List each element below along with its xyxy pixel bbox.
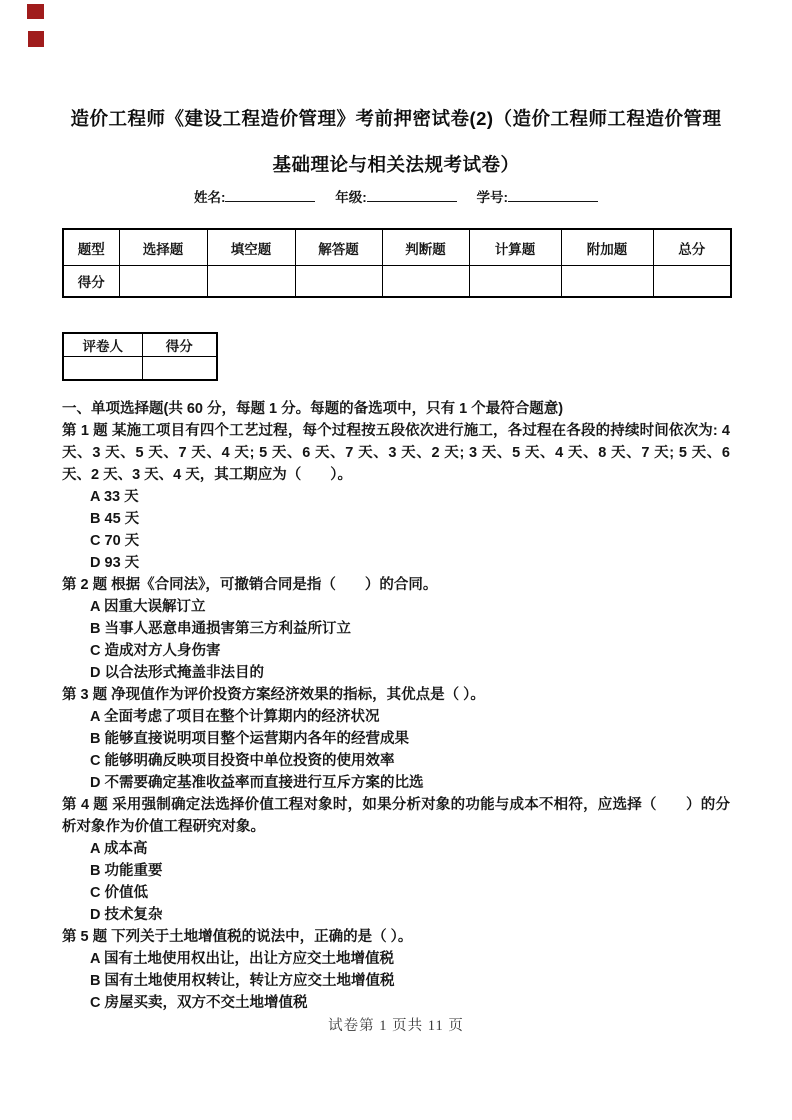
question-4-stem: 第 4 题 采用强制确定法选择价值工程对象时，如果分析对象的功能与成本不相符，应选择（ ）的分析对象作为价值工程研究对象。 — [62, 797, 730, 835]
question-2-option-d: D 以合法形式掩盖非法目的 — [90, 665, 264, 681]
question-5-stem: 第 5 题 下列关于土地增值税的说法中，正确的是（ ）。 — [62, 929, 413, 945]
question-2-option-a: A 因重大误解订立 — [90, 599, 206, 615]
score-table-header-row — [63, 229, 731, 266]
score-row-label: 得分 — [63, 266, 119, 298]
score-cell — [653, 266, 731, 298]
grader-table — [62, 332, 218, 381]
score-cell — [469, 266, 561, 298]
question-2-stem: 第 2 题 根据《合同法》，可撤销合同是指（ ）的合同。 — [62, 577, 438, 593]
student-id-field-group — [477, 188, 599, 208]
student-id-blank — [508, 188, 598, 202]
question-5-option-a: A 国有土地使用权出让，出让方应交土地增值税 — [90, 951, 394, 967]
question-3-option-c: C 能够明确反映项目投资中单位投资的使用效率 — [90, 753, 395, 769]
page-title — [62, 96, 730, 188]
score-table — [62, 228, 732, 298]
score-table-header-type: 题型 — [63, 229, 119, 266]
question-4-option-d: D 技术复杂 — [90, 907, 163, 923]
score-table-header-judge: 判断题 — [382, 229, 469, 266]
page-title-line-1: 造价工程师《建设工程造价管理》考前押密试卷(2)（造价工程师工程造价管理 — [70, 108, 722, 129]
grader-header-grader: 评卷人 — [63, 333, 142, 357]
score-cell — [561, 266, 653, 298]
question-4-option-b: B 功能重要 — [90, 863, 163, 879]
question-5-option-b: B 国有土地使用权转让，转让方应交土地增值税 — [90, 973, 395, 989]
grade-label: 年级: — [335, 190, 367, 205]
name-label: 姓名: — [193, 190, 226, 205]
score-table-header-choice: 选择题 — [119, 229, 207, 266]
question-3-option-b: B 能够直接说明项目整个运营期内各年的经营成果 — [90, 731, 409, 747]
red-stamp-mark-bottom — [28, 31, 44, 47]
score-table-header-fill: 填空题 — [207, 229, 295, 266]
name-blank — [225, 188, 315, 202]
section-heading: 一、单项选择题(共 60 分，每题 1 分。每题的备选项中，只有 1 个最符合题意) — [62, 401, 564, 417]
score-table-header-answer: 解答题 — [295, 229, 382, 266]
page-title-line-2: 基础理论与相关法规考试卷） — [272, 154, 520, 175]
score-table-header-total: 总分 — [653, 229, 731, 266]
grader-table-header-row — [63, 333, 217, 357]
grade-field-group — [335, 188, 457, 208]
question-1-option-b: B 45 天 — [90, 511, 140, 527]
score-cell — [295, 266, 382, 298]
question-3-option-d: D 不需要确定基准收益率而直接进行互斥方案的比选 — [90, 775, 424, 791]
score-cell — [207, 266, 295, 298]
student-info-line — [62, 188, 730, 208]
question-4-option-a: A 成本高 — [90, 841, 148, 857]
student-id-label: 学号: — [476, 190, 509, 205]
score-cell — [119, 266, 207, 298]
question-2-option-c: C 造成对方人身伤害 — [90, 643, 221, 659]
score-table-header-calc: 计算题 — [469, 229, 561, 266]
grader-cell — [63, 357, 142, 381]
question-1-option-d: D 93 天 — [90, 555, 140, 571]
question-4-option-c: C 价值低 — [90, 885, 148, 901]
question-5-option-c: C 房屋买卖，双方不交土地增值税 — [90, 995, 308, 1011]
grade-blank — [367, 188, 457, 202]
question-3-stem: 第 3 题 净现值作为评价投资方案经济效果的指标，其优点是（ ）。 — [62, 687, 485, 703]
question-2-option-b: B 当事人恶意串通损害第三方利益所订立 — [90, 621, 351, 637]
name-field-group — [194, 188, 316, 208]
question-1-stem: 第 1 题 某施工项目有四个工艺过程，每个过程按五段依次进行施工，各过程在各段的持续时间依次为: 4 天、3 天、5 天、7 天、4 天; 5 天、6 天、7 天、3 天、2 天; 3 天、5 天、4 天、8 天、7 天; 5 天、6 天、2 天、3 天、4 天，其工期应为（ ）。 — [62, 423, 730, 483]
page-footer: 试卷第 1 页共 11 页 — [328, 1018, 464, 1034]
grader-table-empty-row — [63, 357, 217, 381]
grader-cell — [142, 357, 217, 381]
question-1-option-a: A 33 天 — [90, 489, 139, 505]
grader-header-score: 得分 — [142, 333, 217, 357]
score-table-score-row — [63, 266, 731, 298]
score-cell — [382, 266, 469, 298]
question-1-option-c: C 70 天 — [90, 533, 140, 549]
score-table-header-extra: 附加题 — [561, 229, 653, 266]
red-stamp-mark-top — [27, 4, 44, 19]
question-3-option-a: A 全面考虑了项目在整个计算期内的经济状况 — [90, 709, 380, 725]
